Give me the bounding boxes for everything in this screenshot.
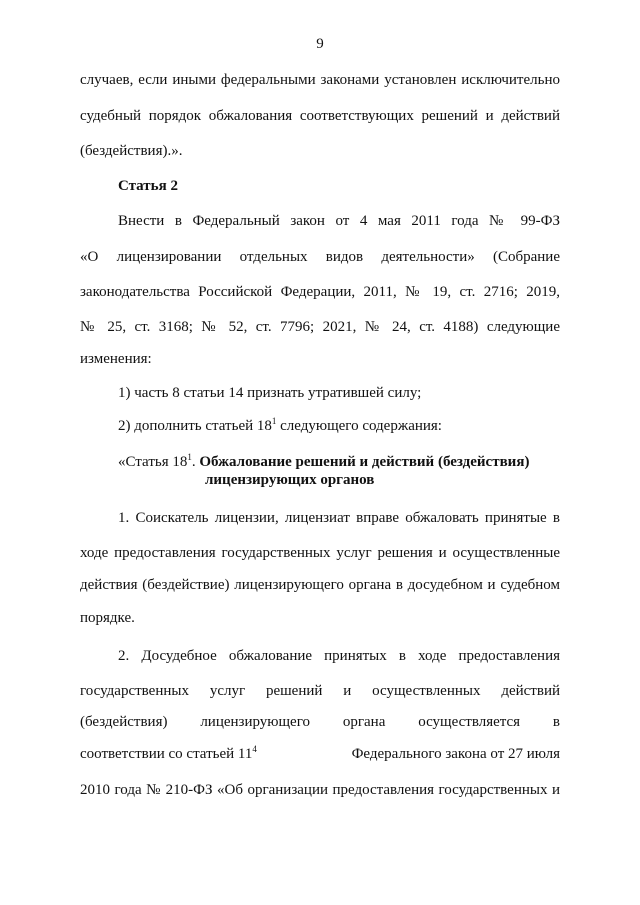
text-line: действия (бездействие) лицензирующего органа в досудебном и судебном (80, 577, 560, 593)
text-line: изменения: (80, 351, 152, 367)
text-line: судебный порядок обжалования соответствующих решений и действий (80, 108, 560, 124)
heading-title: Обжалование решений и действий (бездействия) (199, 454, 530, 470)
list-item-text: 2) дополнить статьей 18 (118, 418, 272, 434)
text-line: 2010 года № 210-ФЗ «Об организации предоставления государственных и (80, 782, 560, 798)
text-line (80, 745, 560, 763)
text-fragment-b: Федерального закона от 27 июля (351, 746, 560, 762)
page-number: 9 (316, 36, 324, 52)
heading-prefix: «Статья 18 (118, 454, 188, 470)
list-item-text: следующего содержания: (276, 418, 442, 434)
text-line: 2. Досудебное обжалование принятых в ходе предоставления (118, 648, 560, 664)
heading-title: лицензирующих органов (205, 472, 375, 488)
heading-prefix: . (191, 454, 200, 470)
new-article-heading (118, 453, 560, 489)
text-line: случаев, если иными федеральными законами установлен исключительно (80, 72, 560, 88)
article-heading: Статья 2 (118, 178, 178, 194)
superscript: 1 (271, 416, 277, 426)
text-fragment (80, 745, 257, 763)
text-line: 1. Соискатель лицензии, лицензиат вправе обжаловать принятые в (118, 510, 560, 526)
list-item: 1) часть 8 статьи 14 признать утратившей силу; (118, 385, 422, 401)
text-line: законодательства Российской Федерации, 2011, № 19, ст. 2716; 2019, (80, 284, 560, 300)
text-line: ходе предоставления государственных услуг решения и осуществленные (80, 545, 560, 561)
text-line: порядке. (80, 610, 135, 626)
text-line: государственных услуг решений и осуществленных действий (80, 683, 560, 699)
text-fragment-a: соответствии со статьей 11 (80, 746, 253, 762)
text-line: (бездействия) лицензирующего органа осуществляется в (80, 714, 560, 730)
text-line: № 25, ст. 3168; № 52, ст. 7796; 2021, № 24, ст. 4188) следующие (80, 319, 560, 335)
list-item (118, 417, 560, 435)
superscript: 4 (252, 744, 257, 754)
text-line: «О лицензировании отдельных видов деятельности» (Собрание (80, 249, 560, 265)
text-line: Внести в Федеральный закон от 4 мая 2011 года № 99-ФЗ (118, 213, 560, 229)
superscript: 1 (187, 452, 192, 462)
text-line: (бездействия).». (80, 143, 183, 159)
